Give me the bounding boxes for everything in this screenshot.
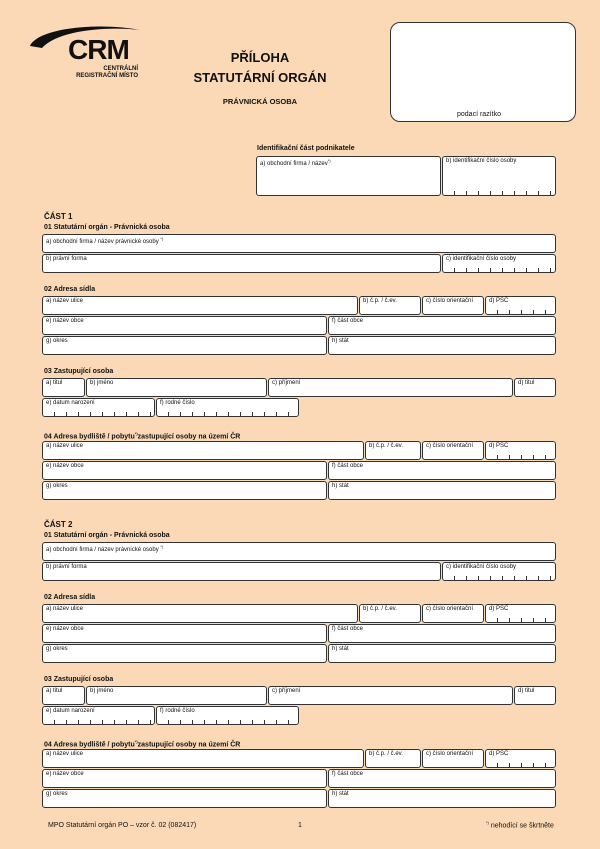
title-after-field[interactable] xyxy=(514,378,556,397)
field-label: h) stát xyxy=(332,646,349,652)
birth-number-field[interactable] xyxy=(156,706,299,725)
street-field[interactable] xyxy=(42,604,358,623)
field-label: c) příjmení xyxy=(272,688,301,694)
field-label: b) identifikační číslo osoby xyxy=(446,158,517,164)
field-label: b) jméno xyxy=(90,380,114,386)
section-01-heading: 01 Statutární orgán - Právnická osoba xyxy=(44,532,170,539)
first-name-input[interactable] xyxy=(89,386,264,395)
municipality-part-field[interactable] xyxy=(328,624,556,643)
field-label: f) část obce xyxy=(332,463,364,469)
residence-municipality-input[interactable] xyxy=(45,469,324,478)
field-label: h) stát xyxy=(332,483,349,489)
company-name-input[interactable] xyxy=(45,242,553,251)
field-label: b) č.p. / č.ev. xyxy=(369,751,403,757)
field-label: d) PSČ xyxy=(489,751,509,757)
section-01-heading: 01 Statutární orgán - Právnická osoba xyxy=(44,224,170,231)
field-label: b) č.p. / č.ev. xyxy=(363,606,397,612)
residence-municipality-field[interactable] xyxy=(42,461,327,480)
field-label: f) rodné číslo xyxy=(160,400,195,406)
birth-date-ticks xyxy=(43,720,154,724)
field-label: b) č.p. / č.ev. xyxy=(369,443,403,449)
field-label: b) právní forma xyxy=(46,256,87,262)
ident-name-field[interactable] xyxy=(256,156,441,196)
residence-street-input[interactable] xyxy=(45,757,361,766)
residence-district-input[interactable] xyxy=(45,797,324,806)
municipality-part-input[interactable] xyxy=(331,632,553,641)
field-label: h) stát xyxy=(332,338,349,344)
residence-orientation-number-field[interactable] xyxy=(422,749,484,768)
title-before-field[interactable] xyxy=(42,686,85,705)
postal-code-field[interactable] xyxy=(485,296,556,315)
field-label: f) rodné číslo xyxy=(160,708,195,714)
orientation-number-field[interactable] xyxy=(422,296,484,315)
field-label: f) část obce xyxy=(332,771,364,777)
ident-id-ticks xyxy=(443,191,555,195)
district-field[interactable] xyxy=(42,644,327,663)
residence-municipality-part-field[interactable] xyxy=(328,461,556,480)
page-subtitle: PRÁVNICKÁ OSOBA xyxy=(222,97,298,106)
residence-municipality-part-input[interactable] xyxy=(331,777,553,786)
street-input[interactable] xyxy=(45,612,355,621)
footer-form-code: MPO Statutární orgán PO – vzor č. 02 (082417) xyxy=(48,822,197,829)
district-input[interactable] xyxy=(45,652,324,661)
municipality-field[interactable] xyxy=(42,624,327,643)
field-label: f) část obce xyxy=(332,626,364,632)
municipality-part-field[interactable] xyxy=(328,316,556,335)
residence-country-field[interactable] xyxy=(328,481,556,500)
postal-code-ticks xyxy=(486,618,555,622)
residence-postal-code-field[interactable] xyxy=(485,441,556,460)
residence-district-field[interactable] xyxy=(42,789,327,808)
residence-municipality-part-field[interactable] xyxy=(328,769,556,788)
field-label: c) číslo orientační xyxy=(426,751,474,757)
residence-postal-code-ticks xyxy=(486,763,555,767)
logo-text: CRM xyxy=(68,34,129,65)
company-name-input[interactable] xyxy=(45,550,553,559)
field-label: b) jméno xyxy=(90,688,114,694)
residence-orientation-number-field[interactable] xyxy=(422,441,484,460)
field-label: a) titul xyxy=(46,688,63,694)
legal-form-field[interactable] xyxy=(42,254,441,273)
residence-street-input[interactable] xyxy=(45,449,361,458)
logo-line1: CENTRÁLNÍ xyxy=(103,66,138,72)
crm-logo xyxy=(28,22,148,84)
company-id-field[interactable] xyxy=(442,562,556,581)
residence-district-field[interactable] xyxy=(42,481,327,500)
stamp-label: podací razítko xyxy=(457,111,501,118)
company-id-ticks xyxy=(443,268,555,272)
field-label: a) obchodní firma / název*) xyxy=(260,158,331,167)
part-title: ČÁST 2 xyxy=(44,520,73,529)
field-label: e) datum narození xyxy=(46,708,95,714)
field-label: d) PSČ xyxy=(489,298,509,304)
field-label: c) identifikační číslo osoby xyxy=(446,256,517,262)
field-label: e) název obce xyxy=(46,771,84,777)
street-field[interactable] xyxy=(42,296,358,315)
page-title-2: STATUTÁRNÍ ORGÁN xyxy=(193,70,327,85)
district-field[interactable] xyxy=(42,336,327,355)
postal-code-field[interactable] xyxy=(485,604,556,623)
ident-heading: Identifikační část podnikatele xyxy=(257,145,355,152)
field-label: d) PSČ xyxy=(489,443,509,449)
district-input[interactable] xyxy=(45,344,324,353)
section-04-heading: 04 Adresa bydliště / pobytu*)zastupující osoby na území ČR xyxy=(44,431,241,441)
field-label: d) titul xyxy=(518,688,535,694)
field-label: c) číslo orientační xyxy=(426,443,474,449)
country-field[interactable] xyxy=(328,644,556,663)
residence-municipality-part-input[interactable] xyxy=(331,469,553,478)
legal-form-field[interactable] xyxy=(42,562,441,581)
field-label: e) datum narození xyxy=(46,400,95,406)
first-name-field[interactable] xyxy=(86,378,267,397)
residence-street-field[interactable] xyxy=(42,441,364,460)
residence-district-input[interactable] xyxy=(45,489,324,498)
residence-country-input[interactable] xyxy=(331,797,553,806)
part-title: ČÁST 1 xyxy=(44,212,73,221)
house-number-field[interactable] xyxy=(359,604,421,623)
first-name-input[interactable] xyxy=(89,694,264,703)
ident-id-field[interactable] xyxy=(442,156,556,196)
residence-country-field[interactable] xyxy=(328,789,556,808)
residence-postal-code-ticks xyxy=(486,455,555,459)
residence-house-number-field[interactable] xyxy=(365,749,421,768)
country-input[interactable] xyxy=(331,344,553,353)
field-label: c) číslo orientační xyxy=(426,298,474,304)
ident-id-input[interactable] xyxy=(445,182,553,191)
section-03-heading: 03 Zastupující osoba xyxy=(44,676,114,683)
field-label: f) část obce xyxy=(332,318,364,324)
field-label: d) titul xyxy=(518,380,535,386)
municipality-input[interactable] xyxy=(45,324,324,333)
section-04-heading: 04 Adresa bydliště / pobytu*)zastupující osoby na území ČR xyxy=(44,739,241,749)
field-label: c) identifikační číslo osoby xyxy=(446,564,517,570)
municipality-part-input[interactable] xyxy=(331,324,553,333)
field-label: a) název ulice xyxy=(46,606,84,612)
field-label: b) č.p. / č.ev. xyxy=(363,298,397,304)
field-label: c) číslo orientační xyxy=(426,606,474,612)
country-field[interactable] xyxy=(328,336,556,355)
birth-date-ticks xyxy=(43,412,154,416)
residence-street-field[interactable] xyxy=(42,749,364,768)
company-name-field[interactable] xyxy=(42,234,556,253)
field-label: g) okres xyxy=(46,791,68,797)
residence-municipality-input[interactable] xyxy=(45,777,324,786)
field-label: d) PSČ xyxy=(489,606,509,612)
birth-number-ticks xyxy=(157,412,298,416)
municipality-input[interactable] xyxy=(45,632,324,641)
footer-note: *) nehodící se škrtněte xyxy=(486,820,554,830)
municipality-field[interactable] xyxy=(42,316,327,335)
field-label: a) název ulice xyxy=(46,751,84,757)
orientation-number-field[interactable] xyxy=(422,604,484,623)
field-label: e) název obce xyxy=(46,626,84,632)
surname-input[interactable] xyxy=(271,386,510,395)
postal-code-ticks xyxy=(486,310,555,314)
title-after-field[interactable] xyxy=(514,686,556,705)
birth-date-field[interactable] xyxy=(42,398,155,417)
legal-form-input[interactable] xyxy=(45,570,438,579)
company-id-field[interactable] xyxy=(442,254,556,273)
birth-number-ticks xyxy=(157,720,298,724)
field-label: a) titul xyxy=(46,380,63,386)
surname-field[interactable] xyxy=(268,378,513,397)
field-label: a) obchodní firma / název právnické osoby *) xyxy=(46,236,164,245)
surname-field[interactable] xyxy=(268,686,513,705)
surname-input[interactable] xyxy=(271,694,510,703)
footer-page-number: 1 xyxy=(298,822,302,829)
company-id-ticks xyxy=(443,576,555,580)
country-input[interactable] xyxy=(331,652,553,661)
field-label: g) okres xyxy=(46,646,68,652)
residence-municipality-field[interactable] xyxy=(42,769,327,788)
legal-form-input[interactable] xyxy=(45,262,438,271)
house-number-field[interactable] xyxy=(359,296,421,315)
title-before-field[interactable] xyxy=(42,378,85,397)
ident-name-input[interactable] xyxy=(259,185,438,194)
section-03-heading: 03 Zastupující osoba xyxy=(44,368,114,375)
field-label: a) název ulice xyxy=(46,443,84,449)
field-label: g) okres xyxy=(46,483,68,489)
residence-house-number-field[interactable] xyxy=(365,441,421,460)
field-label: g) okres xyxy=(46,338,68,344)
birth-date-field[interactable] xyxy=(42,706,155,725)
field-label: e) název obce xyxy=(46,318,84,324)
field-label: a) obchodní firma / název právnické osoby *) xyxy=(46,544,164,553)
residence-postal-code-field[interactable] xyxy=(485,749,556,768)
field-label: h) stát xyxy=(332,791,349,797)
field-label: b) právní forma xyxy=(46,564,87,570)
section-02-heading: 02 Adresa sídla xyxy=(44,286,96,293)
birth-number-field[interactable] xyxy=(156,398,299,417)
company-name-field[interactable] xyxy=(42,542,556,561)
residence-country-input[interactable] xyxy=(331,489,553,498)
page-title-1: PŘÍLOHA xyxy=(230,50,290,65)
first-name-field[interactable] xyxy=(86,686,267,705)
field-label: c) příjmení xyxy=(272,380,301,386)
logo-line2: REGISTRAČNÍ MÍSTO xyxy=(76,73,138,79)
section-02-heading: 02 Adresa sídla xyxy=(44,594,96,601)
street-input[interactable] xyxy=(45,304,355,313)
stamp-box xyxy=(390,22,576,122)
field-label: e) název obce xyxy=(46,463,84,469)
field-label: a) název ulice xyxy=(46,298,84,304)
